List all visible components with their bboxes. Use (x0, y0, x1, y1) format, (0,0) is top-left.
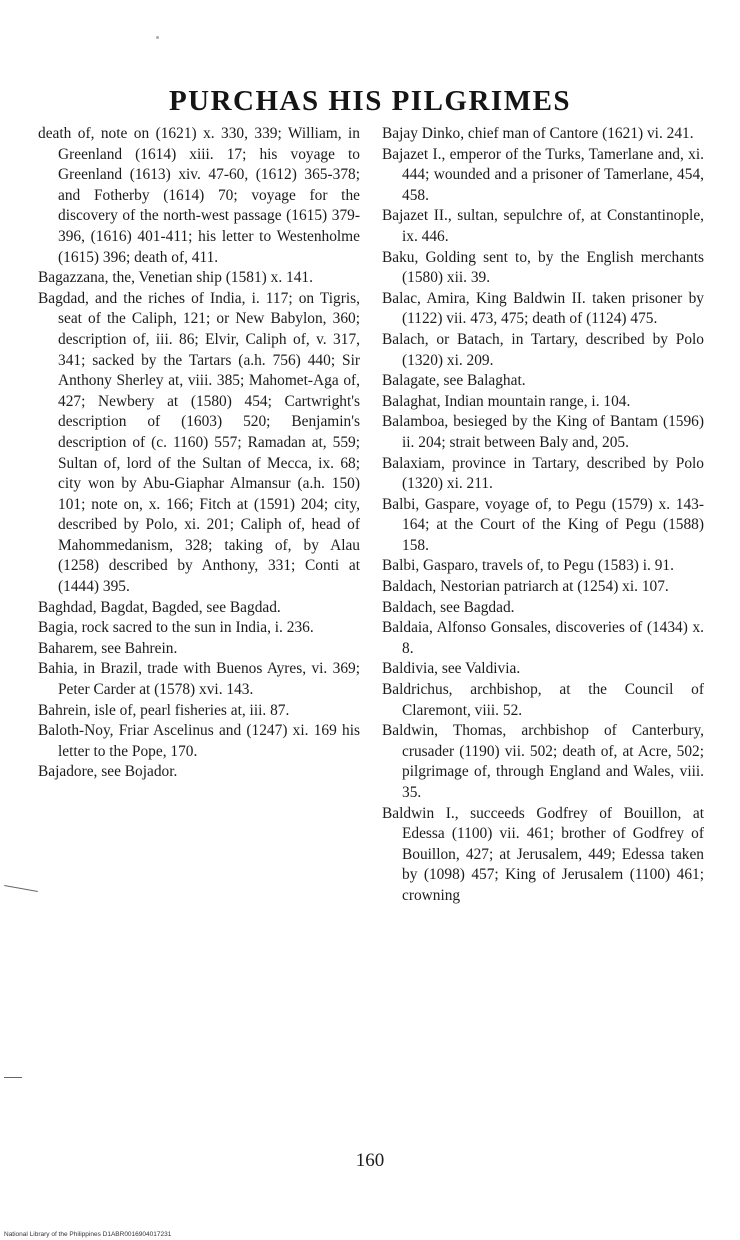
index-entry: Bajazet II., sultan, sepulchre of, at Constantinople, ix. 446. (382, 207, 704, 245)
page-title: PURCHAS HIS PILGRIMES (168, 85, 572, 118)
index-entry: Bajadore, see Bojador. (38, 763, 178, 781)
margin-pencil-mark (4, 1077, 22, 1078)
index-entry: Bagdad, and the riches of India, i. 117; on Tigris, seat of the Caliph, 121; or New Babylon, 360; description of, iii. 86; Elvir, Caliph of, v. 317, 341; sacked by the Tartars (a.h. 756) 440; Sir Anthony Sherley at, viii. 385; Mahomet-Aga of, 427; Newbery at (1580) 454; Cartwright's description of (1603) 520; Benjamin's description of (c. 1160) 557; Ramadan at, 559; Sultan of, lord of the Sultan of Mecca, ix. 68; city won by Abu-Giaphar Almansur (a.h. 150) 101; note on, x. 166; Fitch at (1591) 204; city, described by Polo, xi. 201; Caliph of, head of Mahommedanism, 328; taking of, by Alau (1258) described by Anthony, 331; Conti at (1444) 395. (38, 289, 360, 596)
index-entry: Baldaia, Alfonso Gonsales, discoveries of (1434) x. 8. (382, 619, 704, 657)
margin-pencil-mark (4, 885, 38, 892)
index-column-left (38, 124, 360, 783)
index-entry: Baku, Golding sent to, by the English merchants (1580) xii. 39. (382, 248, 704, 287)
index-entry: Baldwin, Thomas, archbishop of Canterbury, crusader (1190) vii. 502; death of, at Acre, 502; pilgrimage of, through England and Wales, viii. 35. (382, 722, 704, 801)
index-entry: Balaxiam, province in Tartary, described by Polo (1320) xi. 211. (382, 454, 704, 493)
index-entry: Baldrichus, archbishop, at the Council of Claremont, viii. 52. (382, 681, 704, 719)
index-entry: Bahia, in Brazil, trade with Buenos Ayres, vi. 369; Peter Carder at (1578) xvi. 143. (38, 660, 360, 699)
index-entry: Bagazzana, the, Venetian ship (1581) x. 141. (38, 269, 313, 287)
index-entry: Baldach, Nestorian patriarch at (1254) xi. 107. (382, 578, 669, 596)
paper-speck (156, 36, 159, 39)
index-entry: Baharem, see Bahrein. (38, 639, 178, 657)
index-entry: Baldwin I., succeeds Godfrey of Bouillon, at Edessa (1100) vii. 461; brother of Godfrey of Bouillon, 427; at Jerusalem, 449; Edessa taken by (1098) 457; King of Jerusalem (1100) 461; crowning (382, 804, 704, 904)
index-entry: Bagia, rock sacred to the sun in India, i. 236. (38, 619, 314, 637)
index-entry: Balamboa, besieged by the King of Bantam (1596) ii. 204; strait between Baly and, 205. (382, 413, 704, 451)
index-entry: Balaghat, Indian mountain range, i. 104. (382, 392, 631, 410)
index-column-right (382, 124, 704, 907)
index-entry: Balagate, see Balaghat. (382, 372, 526, 390)
scan-credit: National Library of the Philippines D1ABR0016904017231 (4, 1231, 172, 1238)
index-entry: Baldivia, see Valdivia. (382, 660, 521, 678)
index-entry: Baldach, see Bagdad. (382, 598, 515, 616)
index-entry: Baloth-Noy, Friar Ascelinus and (1247) xi. 169 his letter to the Pope, 170. (38, 722, 360, 760)
index-entry: Balbi, Gaspare, voyage of, to Pegu (1579) x. 143-164; at the Court of the King of Pegu (1588) 158. (382, 495, 704, 554)
index-entry: Balac, Amira, King Baldwin II. taken prisoner by (1122) vii. 473, 475; death of (1124) 475. (382, 289, 704, 328)
index-entry: Bajazet I., emperor of the Turks, Tamerlane and, xi. 444; wounded and a prisoner of Tamerlane, 454, 458. (382, 145, 704, 204)
index-entry: Bahrein, isle of, pearl fisheries at, iii. 87. (38, 701, 290, 719)
index-entry: Balbi, Gasparo, travels of, to Pegu (1583) i. 91. (382, 557, 674, 575)
index-entry: death of, note on (1621) x. 330, 339; William, in Greenland (1614) xiii. 17; his voyage to Greenland (1613) xiv. 47-60, (1612) 365-378; and Fotherby (1614) 70; voyage for the discovery of the north-west passage (1615) 379-396, (1616) 401-411; his letter to Westenholme (1615) 396; death of, 411. (38, 125, 360, 266)
index-entry: Bajay Dinko, chief man of Cantore (1621) vi. 241. (382, 125, 694, 142)
index-entry: Balach, or Batach, in Tartary, described by Polo (1320) xi. 209. (382, 330, 704, 369)
index-entry: Baghdad, Bagdat, Bagded, see Bagdad. (38, 598, 281, 616)
page-number: 160 (355, 1150, 385, 1171)
